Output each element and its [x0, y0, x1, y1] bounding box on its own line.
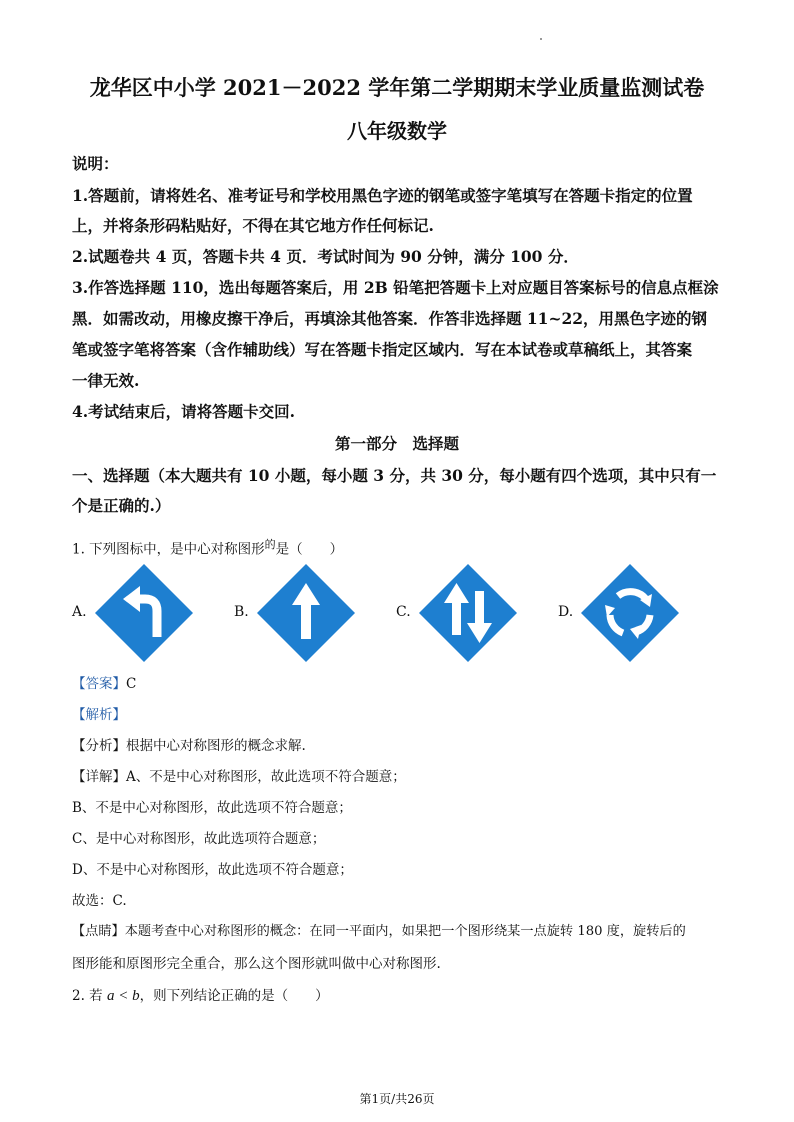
- question-2-stem: [72, 984, 329, 1005]
- section-heading: 一、选择题（本大题共有 10 小题，每小题 3 分，共 30 分，每小题有四个选项，其中只有一: [72, 466, 717, 485]
- question-1-stem-a: 1. 下列图标中，是中心对称图形: [72, 541, 265, 558]
- instruction-line: 1.答题前，请将姓名、准考证号和学校用黑色字迹的钢笔或签字笔填写在答题卡指定的位置: [72, 186, 693, 205]
- fenxi-tag: 【分析】: [72, 738, 126, 754]
- question-2-stem-a: 2. 若: [72, 988, 103, 1004]
- fenxi-line: [72, 734, 306, 754]
- exam-subtitle: 八年级数学: [347, 119, 447, 143]
- comment-tag: 【点睛】: [72, 924, 125, 939]
- question-2-math: a < b: [106, 988, 140, 1004]
- scan-dot: [540, 38, 542, 40]
- option-d-label: D.: [558, 604, 574, 620]
- exam-title: 龙华区中小学 2021－2022 学年第二学期期末学业质量监测试卷: [89, 75, 705, 100]
- option-b-label: B.: [234, 604, 249, 620]
- instruction-line: 上，并将条形码粘贴好，不得在其它地方作任何标记.: [72, 216, 434, 235]
- answer-line: [72, 672, 136, 692]
- two-way-arrows-sign-icon: [418, 563, 518, 663]
- question-1-stem: [72, 536, 343, 558]
- question-2-stem-b: ，则下列结论正确的是（ ）: [139, 988, 329, 1004]
- instruction-line: 黑．如需改动，用橡皮擦干净后，再填涂其他答案．作答非选择题 11~22，用黑色字迹的钢: [72, 309, 708, 328]
- option-c-label: C.: [396, 604, 411, 620]
- instruction-line: 4.考试结束后，请将答题卡交回.: [72, 402, 296, 421]
- option-a-label: A.: [72, 604, 87, 620]
- instruction-line: 3.作答选择题 110，选出每题答案后，用 2B 铅笔把答题卡上对应题目答案标号的信息点框涂: [72, 278, 719, 297]
- instruction-line: 2.试题卷共 4 页，答题卡共 4 页．考试时间为 90 分钟，满分 100 分．: [72, 247, 579, 266]
- turn-left-arrow-sign-icon: [94, 563, 194, 663]
- instruction-line: 笔或签字笔将答案（含作辅助线）写在答题卡指定区域内．写在本试卷或草稿纸上，其答案: [72, 340, 693, 359]
- analysis-tag: 【解析】: [72, 707, 126, 723]
- answer-value: C: [126, 676, 137, 692]
- detail-line: 故选：C.: [72, 893, 127, 909]
- part-title: 第一部分 选择题: [334, 434, 459, 453]
- detail-line: D、不是中心对称图形，故此选项不符合题意；: [72, 862, 353, 878]
- section-heading-cont: 个是正确的.）: [72, 496, 171, 515]
- instructions-heading: 说明：: [72, 154, 119, 173]
- comment-text: 本题考查中心对称图形的概念：在同一平面内，如果把一个图形绕某一点旋转 180 度，旋转后的: [124, 924, 686, 939]
- answer-tag: 【答案】: [72, 676, 126, 692]
- fenxi-text: 根据中心对称图形的概念求解.: [126, 738, 306, 754]
- page-footer: 第1页/共26页: [359, 1092, 435, 1106]
- detail-line: B、不是中心对称图形，故此选项不符合题意；: [72, 800, 352, 816]
- question-1-stem-b: 是（ ）: [275, 541, 344, 558]
- roundabout-sign-icon: [580, 563, 680, 663]
- detail-tag: 【详解】: [72, 769, 126, 785]
- question-1-stem-sup: 的: [264, 538, 276, 551]
- detail-line: C、是中心对称图形，故此选项符合题意；: [72, 831, 326, 847]
- up-arrow-sign-icon: [256, 563, 356, 663]
- instruction-line: 一律无效.: [72, 371, 140, 390]
- comment-line-cont: 图形能和原图形完全重合，那么这个图形就叫做中心对称图形.: [72, 956, 441, 972]
- detail-line: [72, 765, 406, 785]
- detail-text: A、不是中心对称图形，故此选项不符合题意；: [126, 769, 406, 785]
- comment-line: [72, 920, 686, 939]
